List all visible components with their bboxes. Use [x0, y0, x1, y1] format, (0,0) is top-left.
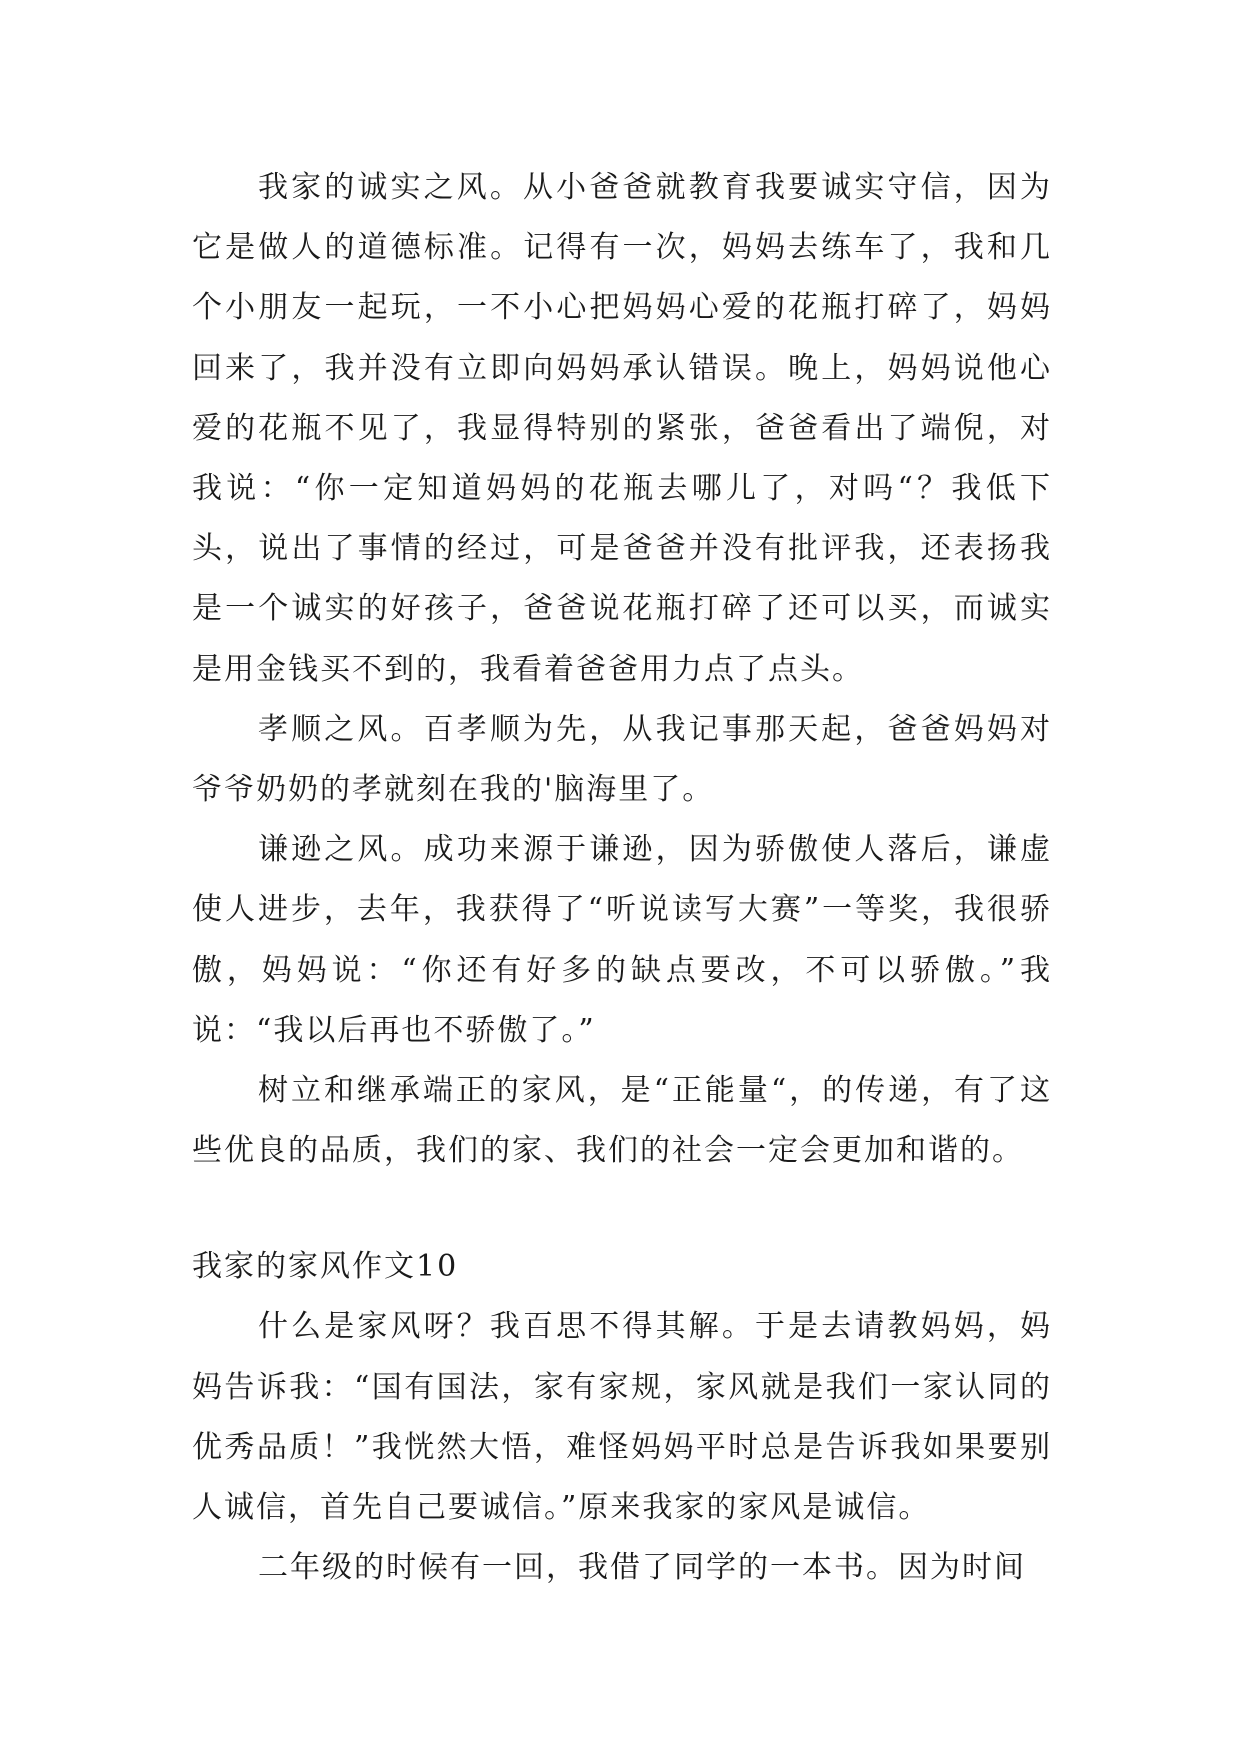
- paragraph-what-is-family-style: 什么是家风呀？我百思不得其解。于是去请教妈妈，妈妈告诉我：“国有国法，家有家规，家风就是我们一家认同的优秀品质！”我恍然大悟，难怪妈妈平时总是告诉我如果要别人诚信，首先自己要诚信。”原来我家的家风是诚信。: [192, 1309, 1052, 1526]
- paragraph-second-grade: 二年级的时候有一回，我借了同学的一本书。因为时间: [258, 1550, 1026, 1586]
- paragraph-modesty: 谦逊之风。成功来源于谦逊，因为骄傲使人落后，谦虚使人进步，去年，我获得了“听说读写大赛”一等奖，我很骄傲，妈妈说：“你还有好多的缺点要改，不可以骄傲。”我说：“我以后再也不骄傲了。”: [192, 832, 1052, 1048]
- paragraph-conclusion: 树立和继承端正的家风，是“正能量“，的传递，有了这些优良的品质，我们的家、我们的社会一定会更加和谐的。: [192, 1073, 1052, 1169]
- document-page: [192, 158, 1052, 1598]
- paragraph-honesty: 我家的诚实之风。从小爸爸就教育我要诚实守信，因为它是做人的道德标准。记得有一次，妈妈去练车了，我和几个小朋友一起玩，一不小心把妈妈心爱的花瓶打碎了，妈妈回来了，我并没有立即向妈妈承认错误。晚上，妈妈说他心爱的花瓶不见了，我显得特别的紧张，爸爸看出了端倪，对我说：“你一定知道妈妈的花瓶去哪儿了，对吗“？我低下头，说出了事情的经过，可是爸爸并没有批评我，还表扬我是一个诚实的好孩子，爸爸说花瓶打碎了还可以买，而诚实是用金钱买不到的，我看着爸爸用力点了点头。: [192, 170, 1052, 687]
- section-title: 我家的家风作文10: [192, 1249, 459, 1285]
- paragraph-filial-piety: 孝顺之风。百孝顺为先，从我记事那天起，爸爸妈妈对爷爷奶奶的孝就刻在我的'脑海里了。: [192, 711, 1052, 808]
